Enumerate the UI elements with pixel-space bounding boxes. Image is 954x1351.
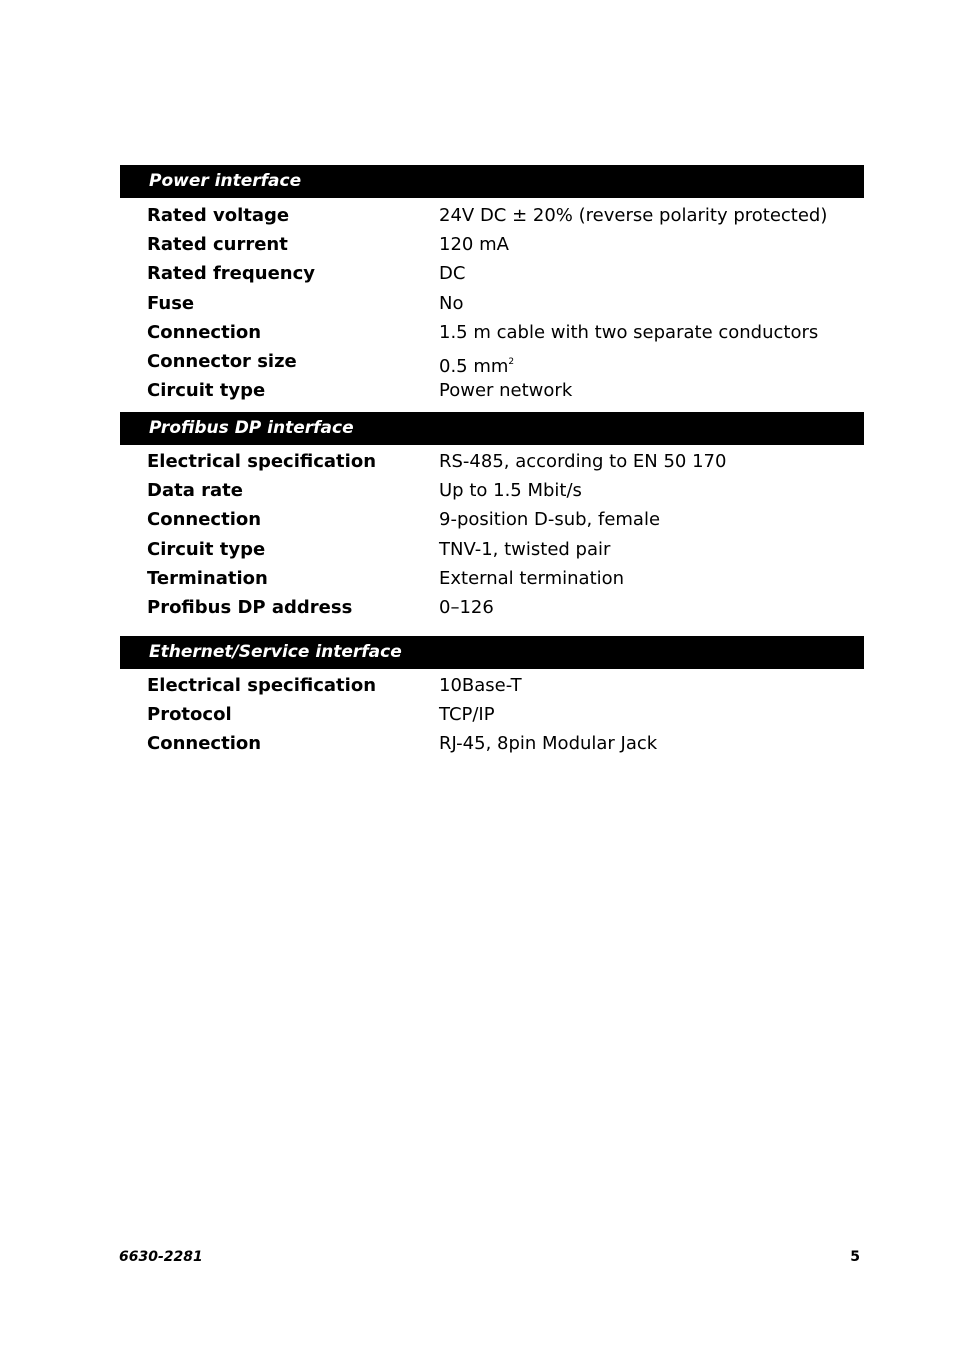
spec-row — [120, 263, 864, 292]
spec-value: 120 mA — [439, 234, 509, 256]
spec-value: 1.5 m cable with two separate conductors — [439, 321, 819, 343]
spec-row — [120, 568, 864, 597]
spec-value: External termination — [439, 567, 625, 589]
spec-label: Connection — [147, 733, 262, 755]
spec-row — [120, 480, 864, 509]
spec-label: Profibus DP address — [147, 596, 353, 618]
spec-value: DC — [439, 263, 466, 285]
section-header: Ethernet/Service interface — [120, 636, 864, 669]
spec-label: Rated frequency — [147, 263, 316, 285]
spec-value: RJ-45, 8pin Modular Jack — [439, 733, 658, 755]
spec-value: RS-485, according to EN 50 170 — [439, 451, 727, 472]
spec-value: 24V DC ± 20% (reverse polarity protected) — [439, 205, 828, 226]
power-interface-section — [120, 165, 864, 409]
spec-label: Data rate — [147, 480, 243, 502]
superscript: 2 — [508, 356, 515, 367]
spec-row — [120, 597, 864, 626]
page-number: 5 — [850, 1249, 860, 1265]
spec-label: Electrical specification — [147, 451, 377, 472]
spec-row — [120, 351, 864, 380]
spec-value: Up to 1.5 Mbit/s — [439, 480, 582, 502]
spec-value: Power network — [439, 380, 573, 402]
spec-row — [120, 451, 864, 480]
spec-label: Protocol — [147, 704, 232, 726]
spec-row — [120, 234, 864, 263]
spec-row — [120, 322, 864, 351]
document-number: 6630-2281 — [119, 1249, 203, 1265]
spec-label: Electrical specification — [147, 675, 377, 696]
spec-label: Connection — [147, 321, 262, 343]
spec-value: 0–126 — [439, 596, 494, 618]
spec-label: Termination — [147, 567, 268, 589]
spec-value: 9-position D-sub, female — [439, 509, 661, 531]
spec-label: Circuit type — [147, 538, 266, 560]
spec-value: TNV-1, twisted pair — [439, 538, 611, 560]
spec-row — [120, 205, 864, 234]
spec-row — [120, 509, 864, 538]
spec-row — [120, 733, 864, 762]
spec-row — [120, 704, 864, 733]
spec-label: Rated current — [147, 234, 288, 256]
spec-label: Connector size — [147, 350, 297, 372]
spec-label: Fuse — [147, 292, 195, 314]
spec-value-with-superscript — [439, 351, 514, 378]
spec-label: Circuit type — [147, 380, 266, 402]
spec-value: 10Base-T — [439, 675, 522, 696]
section-header: Power interface — [120, 165, 864, 198]
spec-row — [120, 293, 864, 322]
profibus-interface-section — [120, 412, 864, 626]
ethernet-interface-section — [120, 636, 864, 763]
spec-row — [120, 380, 864, 409]
spec-value: TCP/IP — [439, 704, 495, 726]
spec-label: Rated voltage — [147, 205, 290, 226]
spec-label: Connection — [147, 509, 262, 531]
spec-value: 0.5 mm — [439, 355, 509, 377]
section-header: Profibus DP interface — [120, 412, 864, 445]
spec-row — [120, 539, 864, 568]
spec-value: No — [439, 292, 464, 314]
spec-row — [120, 675, 864, 704]
